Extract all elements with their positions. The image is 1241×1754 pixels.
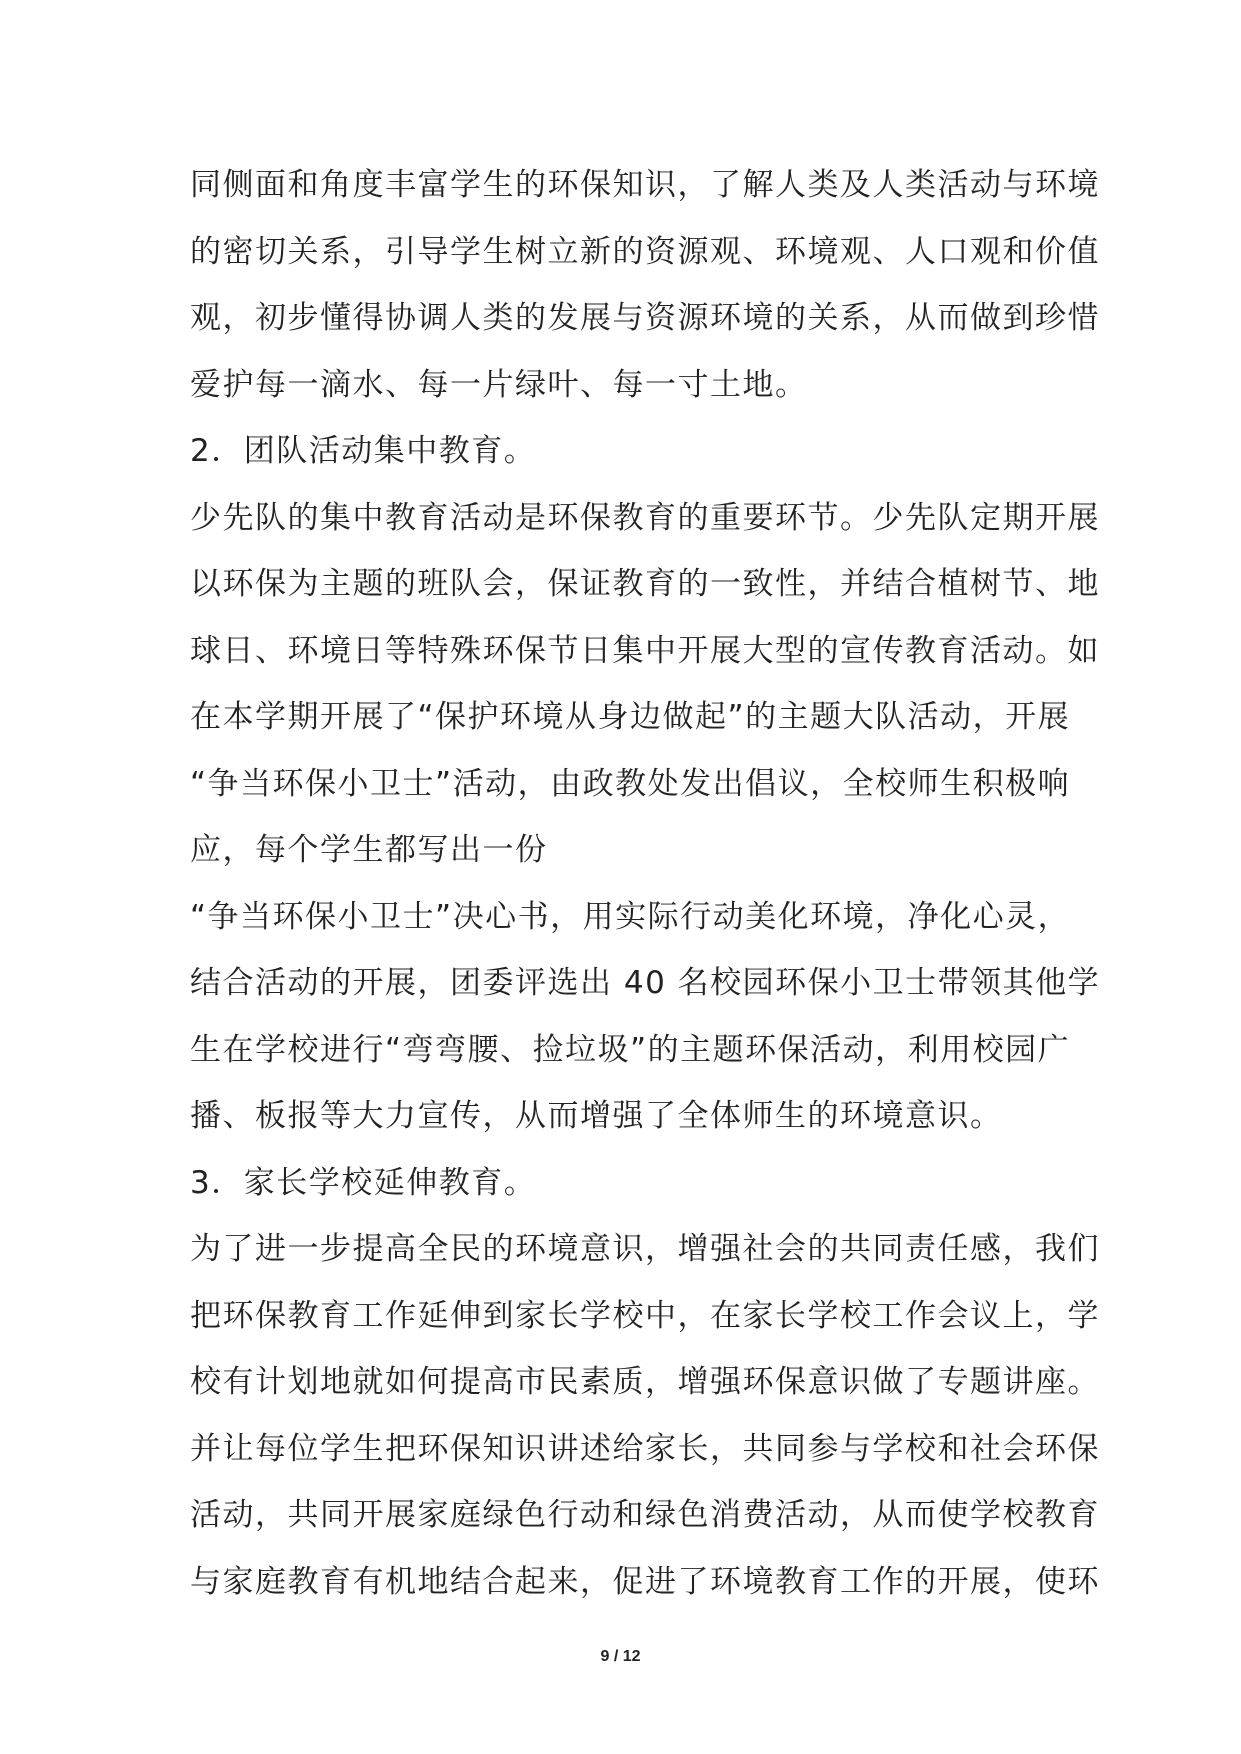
text-line: 活动，共同开展家庭绿色行动和绿色消费活动，从而使学校教育 [190,1497,1100,1533]
section-heading-3: 3．家长学校延伸教育。 [190,1164,537,1201]
text-line: 爱护每一滴水、每一片绿叶、每一寸土地。 [190,366,808,403]
text-line: 播、板报等大力宣传，从而增强了全体师生的环境意识。 [190,1098,1003,1134]
text-line: 把环保教育工作延伸到家长学校中，在家长学校工作会议上，学 [190,1297,1100,1334]
text-line: 应，每个学生都写出一份 [190,832,548,868]
text-line: “争当环保小卫士”活动，由政教处发出倡议，全校师生积极响 [190,765,1071,802]
text-line: 同侧面和角度丰富学生的环保知识，了解人类及人类活动与环境 [190,167,1100,203]
text-line: 少先队的集中教育活动是环保教育的重要环节。少先队定期开展 [190,499,1100,536]
text-line: 结合活动的开展，团委评选出 40 名校园环保小卫士带领其他学 [190,965,1101,1001]
text-line: 的密切关系，引导学生树立新的资源观、环境观、人口观和价值 [190,233,1100,270]
text-line: 球日、环境日等特殊环保节日集中开展大型的宣传教育活动。如 [190,632,1100,669]
text-line: 与家庭教育有机地结合起来，促进了环境教育工作的开展，使环 [190,1563,1100,1600]
text-line: 校有计划地就如何提高市民素质，增强环保意识做了专题讲座。 [190,1364,1100,1400]
text-line: 观，初步懂得协调人类的发展与资源环境的关系，从而做到珍惜 [190,300,1100,336]
body-text [190,160,1101,1623]
text-line: 为了进一步提高全民的环境意识，增强社会的共同责任感，我们 [190,1231,1100,1267]
text-line: 在本学期开展了“保护环境从身边做起”的主题大队活动，开展 [190,699,1071,735]
text-line: “争当环保小卫士”决心书，用实际行动美化环境，净化心灵， [190,898,1071,935]
page-number: 9 / 12 [600,1648,641,1665]
text-line: 以环保为主题的班队会，保证教育的一致性，并结合植树节、地 [190,566,1100,602]
text-line: 生在学校进行“弯弯腰、捡垃圾”的主题环保活动，利用校园广 [190,1031,1071,1068]
text-line: 并让每位学生把环保知识讲述给家长，共同参与学校和社会环保 [190,1430,1100,1467]
section-heading-2: 2．团队活动集中教育。 [190,433,537,469]
